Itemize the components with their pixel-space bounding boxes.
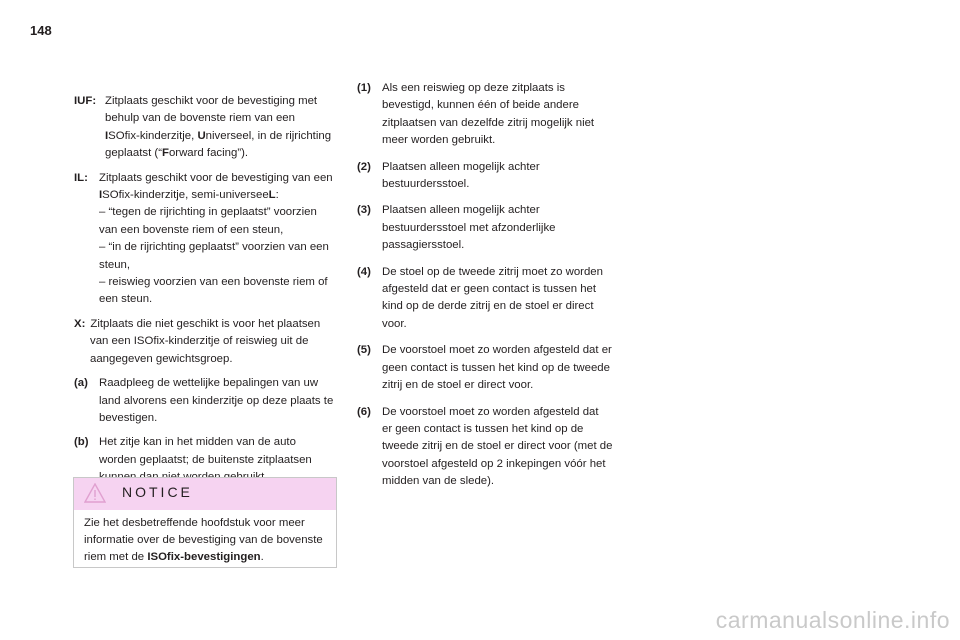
text-fragment: SOfix-kinderzitje, xyxy=(108,129,198,142)
footnote-text xyxy=(382,404,619,491)
bold-letter: I xyxy=(105,129,109,142)
text-line: bevestigen. xyxy=(99,411,158,424)
note-a xyxy=(74,375,340,427)
text-line: Zitplaats geschikt voor de bevestiging met xyxy=(105,95,318,107)
legend-text xyxy=(99,170,340,309)
text-line: Als een reiswieg op deze zitplaats is xyxy=(382,82,565,94)
text-line: bestuurdersstoel. xyxy=(382,178,470,191)
watermark: carmanualsonline.info xyxy=(715,607,950,633)
text-line: van een ISOfix-kinderzitje of reiswieg uit de xyxy=(90,335,309,348)
text-line: er geen contact is tussen het kind op de xyxy=(382,422,584,435)
text-line: passagiersstoel. xyxy=(382,239,465,252)
footnote-text xyxy=(382,159,619,194)
footnote-2 xyxy=(357,159,619,194)
footnote-5 xyxy=(357,342,619,394)
text-line: midden van de slede). xyxy=(382,475,495,488)
text-line: Het zitje kan in het midden van de auto xyxy=(99,436,296,449)
legend-il xyxy=(74,170,340,309)
text-line: kind op de derde zitrij en de stoel er direct xyxy=(382,300,594,313)
notice-title: NOTICE xyxy=(122,484,193,500)
footnote-1 xyxy=(357,80,619,150)
legend-iuf xyxy=(74,93,340,163)
footnote-key: (1) xyxy=(357,82,371,94)
text-line: zitrij en de stoel er direct voor. xyxy=(382,379,534,392)
footnote-key: (6) xyxy=(357,405,371,418)
text-line: De voorstoel moet zo worden afgesteld dat xyxy=(382,405,599,418)
text-line: voorstoel afgesteld op 2 inkepingen vóór het xyxy=(382,457,606,470)
note-text xyxy=(99,375,340,427)
text-line: Zie het desbetreffende hoofdstuk voor meer xyxy=(84,517,305,529)
text-fragment: SOfix-kinderzitje, semi-universee xyxy=(102,189,269,202)
footnote-text xyxy=(382,202,619,254)
text-line: aangegeven gewichtsgroep. xyxy=(90,352,233,365)
notice-body xyxy=(74,510,336,567)
text-line: informatie over de bevestiging van de bovenste xyxy=(84,534,323,547)
text-line: meer worden gebruikt. xyxy=(382,134,496,147)
text-line: zitplaatsen van dezelfde zitrij mogelijk niet xyxy=(382,116,595,129)
note-key: (a) xyxy=(74,377,88,390)
text-line: een steun. xyxy=(99,293,153,306)
text-line: voor. xyxy=(382,317,407,330)
text-fragment: orward facing”). xyxy=(168,147,249,160)
bold-term: ISOfix-bevestigingen xyxy=(147,551,261,564)
bold-letter: I xyxy=(99,189,103,202)
text-fragment: riem met de xyxy=(84,551,148,564)
legend-x xyxy=(74,316,340,368)
bold-letter: L xyxy=(268,189,276,202)
right-column xyxy=(357,80,619,500)
text-line: van een bovenste riem of een steun, xyxy=(99,223,284,236)
text-fragment: niverseel, in de rijrichting xyxy=(205,129,332,142)
legend-text: Zitplaats die niet geschikt is voor het plaatsen xyxy=(90,317,321,330)
text-line: – reiswieg voorzien van een bovenste riem of xyxy=(99,276,328,289)
notice-header xyxy=(74,478,336,510)
text-line: Zitplaats geschikt voor de bevestiging van een xyxy=(99,171,333,184)
text-fragment: . xyxy=(260,551,264,564)
text-line: worden geplaatst; de buitenste zitplaatsen xyxy=(99,453,312,466)
footnote-key: (3) xyxy=(357,204,371,217)
left-column xyxy=(74,93,340,494)
text-line: Plaatsen alleen mogelijk achter xyxy=(382,204,540,217)
text-line: afgesteld dat er geen contact is tussen het xyxy=(382,283,597,296)
notice-box xyxy=(73,477,337,568)
footnote-3 xyxy=(357,202,619,254)
legend-text xyxy=(105,93,340,163)
text-line: De stoel op de tweede zitrij moet zo worden xyxy=(382,265,603,278)
text-line: steun, xyxy=(99,258,131,271)
warning-triangle-icon xyxy=(84,483,106,503)
text-line: – “tegen de rijrichting in geplaatst” voorzien xyxy=(99,206,317,219)
legend-text-cont xyxy=(74,333,340,368)
page-number: 148 xyxy=(30,23,52,38)
text-line: behulp van de bovenste riem van een xyxy=(105,112,295,125)
legend-key: IL: xyxy=(74,171,88,184)
text-line: tweede zitrij en de stoel er direct voor (met de xyxy=(382,440,613,453)
text-line: bestuurdersstoel met afzonderlijke xyxy=(382,221,556,234)
note-key: (b) xyxy=(74,436,89,449)
footnote-6 xyxy=(357,404,619,491)
footnote-key: (2) xyxy=(357,160,371,173)
text-fragment: geplaatst (“ xyxy=(105,147,162,160)
text-line: – “in de rijrichting geplaatst” voorzien van een xyxy=(99,241,329,254)
bold-letter: F xyxy=(161,147,169,160)
text-fragment: : xyxy=(275,189,279,202)
text-line: Raadpleeg de wettelijke bepalingen van uw xyxy=(99,377,319,390)
text-line: land alvorens een kinderzitje op deze plaats te xyxy=(99,394,334,407)
legend-key: X: xyxy=(74,317,86,330)
footnote-text xyxy=(382,342,619,394)
bold-letter: U xyxy=(197,129,206,142)
text-line: Plaatsen alleen mogelijk achter xyxy=(382,160,540,173)
text-line: De voorstoel moet zo worden afgesteld dat er xyxy=(382,344,612,357)
footnote-text xyxy=(382,264,619,334)
text-line: geen contact is tussen het kind op de tweede xyxy=(382,361,610,374)
footnote-text xyxy=(382,80,619,150)
footnote-4 xyxy=(357,264,619,334)
legend-key: IUF: xyxy=(74,95,97,107)
footnote-key: (5) xyxy=(357,344,371,357)
footnote-key: (4) xyxy=(357,265,371,278)
text-line: bevestigd, kunnen één of beide andere xyxy=(382,99,579,112)
